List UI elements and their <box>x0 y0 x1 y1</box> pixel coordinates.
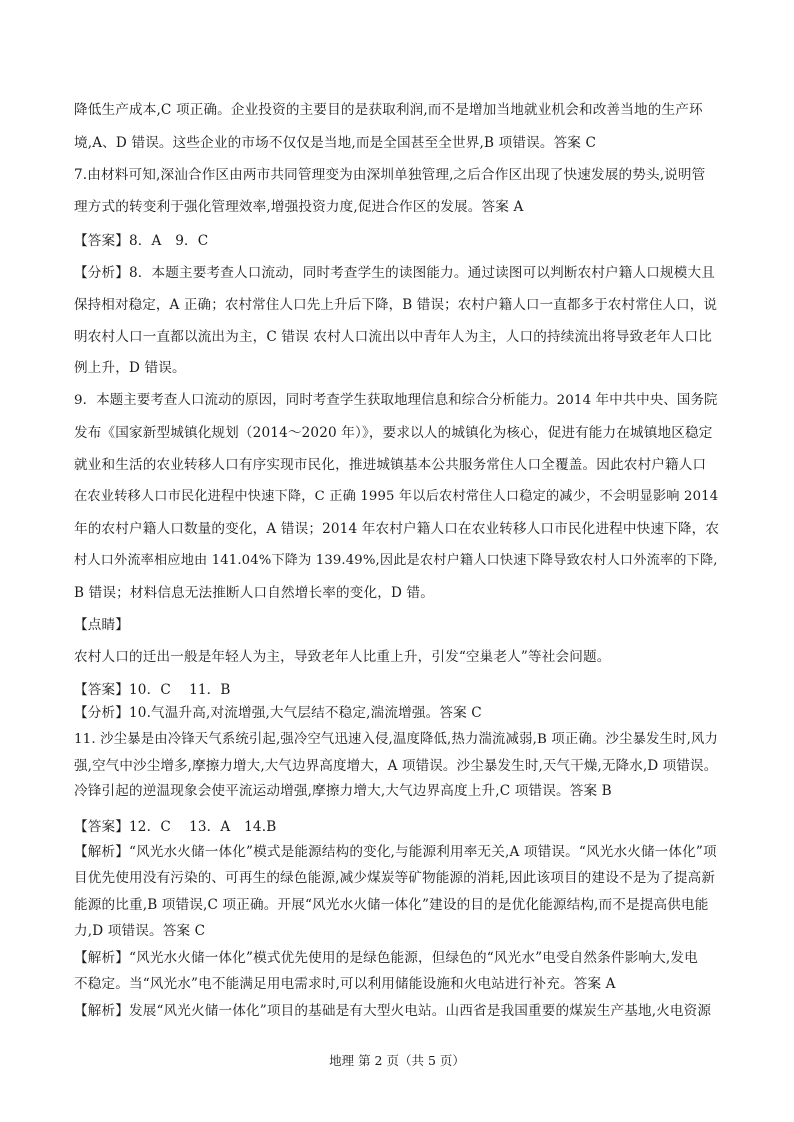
text-line: 境,A、D 错误。这些企业的市场不仅仅是当地,而是全国甚至全世界,B 项错误。答案 C <box>74 135 597 151</box>
text-line: 强,空气中沙尘增多,摩擦力增大,大气边界高度增大，A 项错误。沙尘暴发生时,天气干燥,无降水,D 项错误。 <box>74 758 718 774</box>
explanation-line: 【解析】“风光水火储一体化”模式优先使用的是绿色能源，但绿色的“风光水”电受自然条件影响大,发电 <box>74 950 698 966</box>
text-line: 在农业转移人口市民化进程中快速下降，C 正确 1995 年以后农村常住人口稳定的减少，不会明显影响 2014 <box>74 489 719 504</box>
answer-line: 【答案】12．C 13．A 14.B <box>74 819 277 835</box>
text-line: 冷锋引起的逆温现象会使平流运动增强,摩擦力增大,大气边界高度上升,C 项错误。答案 B <box>74 783 612 799</box>
analysis-line: 【分析】8．本题主要考查人口流动，同时考查学生的读图能力。通过读图可以判断农村户籍人口规模大且 <box>74 265 716 281</box>
explanation-line: 【解析】发展“风光火储一体化”项目的基础是有大型火电站。山西省是我国重要的煤炭生产基地,火电资源 <box>74 1003 712 1019</box>
text-line: 农村人口的迁出一般是年轻人为主，导致老年人比重上升，引发“空巢老人”等社会问题。 <box>74 649 611 665</box>
text-line: 降低生产成本,C 项正确。企业投资的主要目的是获取利润,而不是增加当地就业机会和改善当地的生产环 <box>74 102 703 118</box>
text-line: 保持相对稳定，A 正确；农村常住人口先上升后下降，B 错误；农村户籍人口一直都多于农村常住人口，说 <box>74 297 718 313</box>
text-line: 力,D 项错误。答案 C <box>74 923 206 939</box>
text-line: 就业和生活的农业转移人口有序实现市民化，推进城镇基本公共服务常住人口全覆盖。因此农村户籍人口 <box>74 457 707 473</box>
text-line: 明农村人口一直都以流出为主，C 错误 农村人口流出以中青年人为主，人口的持续流出将导致老年人口比 <box>74 329 712 345</box>
page-footer: 地理 第 2 页（共 5 页） <box>329 1053 465 1068</box>
text-line: 9．本题主要考查人口流动的原因，同时考查学生获取地理信息和综合分析能力。2014 年中共中央、国务院 <box>74 393 718 408</box>
text-line: B 错误；材料信息无法推断人口自然增长率的变化，D 错。 <box>74 585 434 601</box>
text-line: 例上升，D 错误。 <box>74 360 186 376</box>
answer-line: 【答案】10．C 11．B <box>74 682 231 698</box>
note-heading: 【点睛】 <box>74 617 129 633</box>
analysis-line: 【分析】10.气温升高,对流增强,大气层结不稳定,湍流增强。答案 C <box>74 705 482 721</box>
text-line: 理方式的转变利于强化管理效率,增强投资力度,促进合作区的发展。答案 A <box>74 199 524 215</box>
text-line: 目优先使用没有污染的、可再生的绿色能源,减少煤炭等矿物能源的消耗,因此该项目的建设不是为了提高新 <box>74 870 716 886</box>
text-line: 不稳定。当“风光水”电不能满足用电需求时,可以利用储能设施和火电站进行补充。答案 A <box>74 976 616 992</box>
explanation-line: 【解析】“风光水火储一体化”模式是能源结构的变化,与能源利用率无关,A 项错误。“风光水火储一体化”项 <box>74 844 717 860</box>
text-line: 能源的比重,B 项错误,C 项正确。开展“风光水火储一体化”建设的目的是优化能源结构,而不是提高供电能 <box>74 897 709 913</box>
text-line: 7.由材料可知,深汕合作区由两市共同管理变为由深圳单独管理,之后合作区出现了快速发展的势头,说明管 <box>74 167 706 183</box>
text-line: 年的农村户籍人口数量的变化，A 错误；2014 年农村户籍人口在农业转移人口市民化进程中快速下降，农 <box>74 521 720 537</box>
answer-line: 【答案】8．A 9．C <box>74 233 209 249</box>
text-line: 村人口外流率相应地由 141.04%下降为 139.49%,因此是农村户籍人口快速下降导致农村人口外流率的下降, <box>74 553 718 568</box>
text-line: 11. 沙尘暴是由冷锋天气系统引起,强冷空气迅速入侵,温度降低,热力湍流减弱,B 项正确。沙尘暴发生时,风力 <box>74 732 719 747</box>
text-line: 发布《国家新型城镇化规划（2014～2020 年）》，要求以人的城镇化为核心，促进有能力在城镇地区稳定 <box>74 425 713 441</box>
